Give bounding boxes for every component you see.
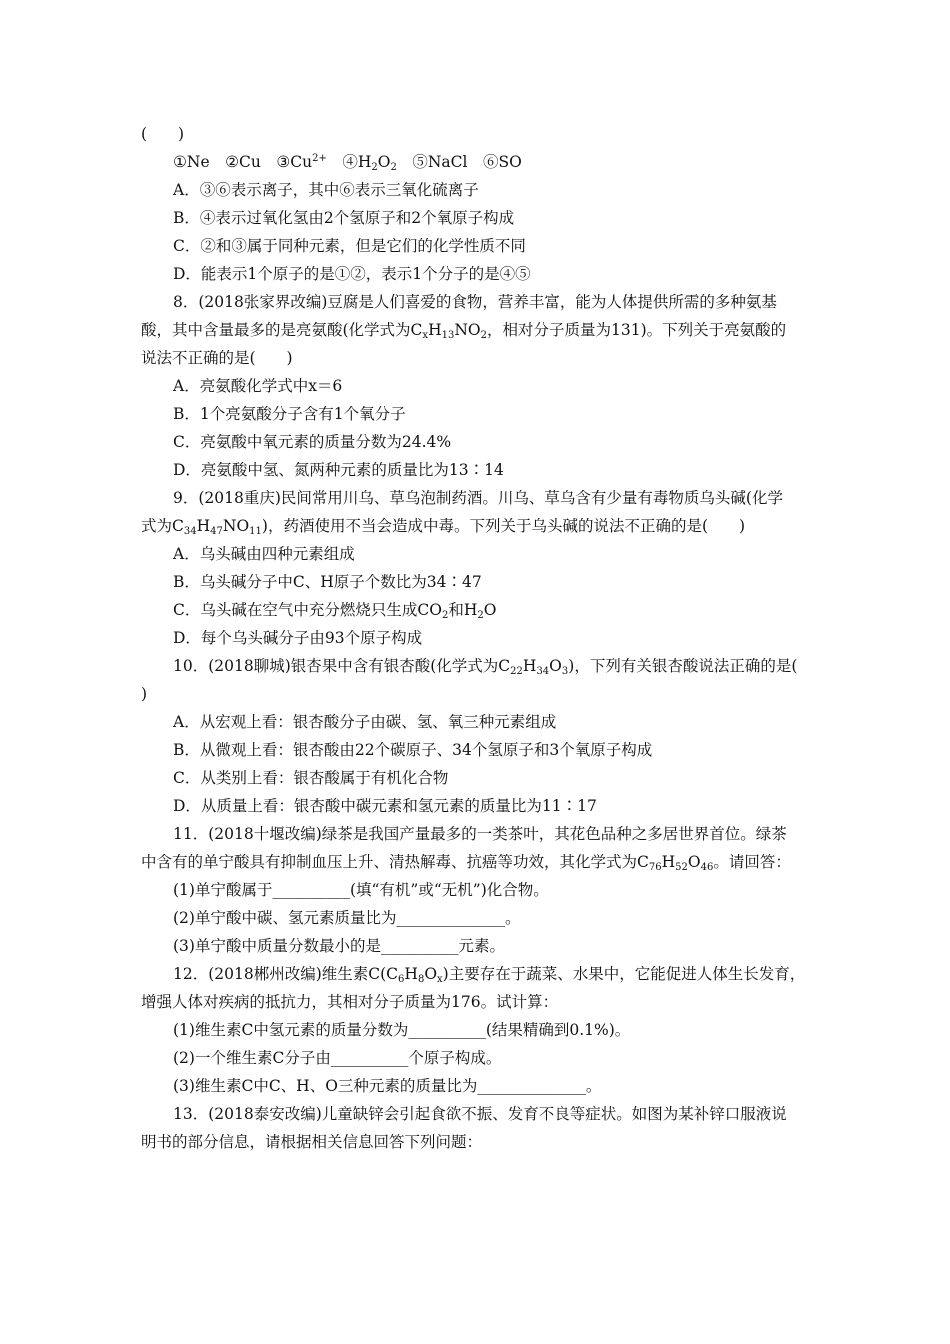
text-run: O	[483, 601, 497, 619]
text-line	[141, 148, 811, 176]
text-run: O	[549, 657, 562, 675]
text-run: H	[661, 853, 676, 871]
text-run: 说法不正确的是( )	[141, 349, 293, 367]
subscript: x	[422, 330, 429, 341]
subscript: 52	[675, 862, 688, 873]
text-run: 式为C	[141, 517, 184, 535]
text-line	[141, 1072, 811, 1100]
subscript: 2	[371, 162, 378, 173]
text-run: NO	[222, 517, 250, 535]
text-run: D．亮氨酸中氢、氮两种元素的质量比为13∶14	[173, 461, 504, 479]
text-line	[141, 204, 811, 232]
text-line	[141, 1100, 811, 1128]
text-line	[141, 596, 811, 624]
text-run: 13．(2018泰安改编)儿童缺锌会引起食欲不振、发育不良等症状。如图为某补锌口服液说	[173, 1105, 787, 1123]
text-line	[141, 428, 811, 456]
subscript: 13	[441, 330, 455, 341]
subscript: 8	[417, 974, 425, 985]
subscript: 6	[398, 974, 405, 985]
text-line	[141, 904, 811, 932]
text-line	[141, 736, 811, 764]
text-run: C．乌头碱在空气中充分燃烧只生成CO	[173, 601, 442, 619]
text-run: D．能表示1个原子的是①②，表示1个分子的是④⑤	[173, 265, 531, 283]
text-run: A．亮氨酸化学式中x＝6	[173, 377, 343, 395]
text-run: B．④表示过氧化氢由2个氢原子和2个氧原子构成	[173, 209, 515, 227]
text-line	[141, 568, 811, 596]
subscript: 34	[536, 666, 550, 677]
text-run: B．乌头碱分子中C、H原子个数比为34∶47	[173, 573, 482, 591]
text-run: 。请回答：	[713, 853, 791, 871]
text-line	[141, 820, 811, 848]
text-run: 酸，其中含量最多的是亮氨酸(化学式为C	[141, 321, 423, 339]
text-run: H	[522, 657, 537, 675]
text-run: 增强人体对疾病的抵抗力，其相对分子质量为176。试计算：	[141, 993, 559, 1011]
text-run: )，下列有关银杏酸说法正确的是(	[568, 657, 798, 675]
text-run: 12．(2018郴州改编)维生素C(C	[173, 965, 399, 983]
superscript: 2+	[312, 153, 327, 164]
text-run: (1)单宁酸属于__________(填“有机”或“无机”)化合物。	[173, 881, 549, 899]
subscript: 76	[648, 862, 662, 873]
text-run: 11．(2018十堰改编)绿茶是我国产量最多的一类茶叶，其花色品种之多居世界首位。绿茶	[173, 825, 787, 843]
text-run: H	[404, 965, 418, 983]
text-run: 10．(2018聊城)银杏果中含有银杏酸(化学式为C	[173, 657, 511, 675]
text-run: ④H	[326, 153, 372, 171]
text-run: 和H	[448, 601, 478, 619]
text-line	[141, 540, 811, 568]
text-run: (3)单宁酸中质量分数最小的是__________元素。	[173, 937, 505, 955]
text-run: H	[196, 517, 211, 535]
text-line	[141, 680, 811, 708]
text-line	[141, 1128, 811, 1156]
text-line	[141, 624, 811, 652]
text-run: B．1个亮氨酸分子含有1个氧分子	[173, 405, 406, 423]
text-run: ⑤NaCl ⑥SO	[396, 153, 522, 171]
text-line	[141, 876, 811, 904]
text-line	[141, 988, 811, 1016]
text-run: C．②和③属于同种元素，但是它们的化学性质不同	[173, 237, 526, 255]
text-line	[141, 1044, 811, 1072]
subscript: 11	[249, 526, 262, 537]
text-run: O	[424, 965, 438, 983]
subscript: x	[437, 974, 443, 985]
subscript: 2	[390, 162, 397, 173]
text-run: A．乌头碱由四种元素组成	[173, 545, 355, 563]
text-run: A．③⑥表示离子，其中⑥表示三氧化硫离子	[173, 181, 479, 199]
text-run: D．从质量上看：银杏酸中碳元素和氢元素的质量比为11∶17	[173, 797, 597, 815]
text-line	[141, 960, 811, 988]
text-run: ( )	[141, 125, 185, 143]
text-line	[141, 288, 811, 316]
text-line	[141, 372, 811, 400]
subscript: 2	[441, 610, 449, 621]
subscript: 22	[510, 666, 523, 677]
text-line	[141, 316, 811, 344]
text-run: H	[428, 321, 442, 339]
text-run: ，相对分子质量为131)。下列关于亮氨酸的	[486, 321, 787, 339]
text-run: A．从宏观上看：银杏酸分子由碳、氢、氧三种元素组成	[173, 713, 557, 731]
text-line	[141, 708, 811, 736]
text-run: C．从类别上看：银杏酸属于有机化合物	[173, 769, 449, 787]
text-run: C．亮氨酸中氧元素的质量分数为24.4%	[173, 433, 452, 451]
text-line	[141, 456, 811, 484]
text-line	[141, 120, 811, 148]
text-line	[141, 232, 811, 260]
text-run: 明书的部分信息，请根据相关信息回答下列问题：	[141, 1133, 483, 1151]
text-run: 中含有的单宁酸具有抑制血压上升、清热解毒、抗癌等功效，其化学式为C	[141, 853, 649, 871]
text-line	[141, 512, 811, 540]
subscript: 2	[477, 610, 484, 621]
subscript: 47	[210, 526, 223, 537]
text-run: (3)维生素C中C、H、O三种元素的质量比为______________。	[173, 1077, 602, 1095]
text-line	[141, 344, 811, 372]
subscript: 34	[183, 526, 197, 537]
subscript: 2	[480, 330, 487, 341]
text-run: NO	[454, 321, 481, 339]
text-run: 8．(2018张家界改编)豆腐是人们喜爱的食物，营养丰富，能为人体提供所需的多种氨基	[173, 293, 777, 311]
subscript: 46	[700, 862, 714, 873]
text-run: B．从微观上看：银杏酸由22个碳原子、34个氢原子和3个氧原子构成	[173, 741, 653, 759]
text-line	[141, 1016, 811, 1044]
text-line	[141, 484, 811, 512]
text-run: O	[687, 853, 701, 871]
text-run: )，药酒使用不当会造成中毒。下列关于乌头碱的说法不正确的是( )	[261, 517, 746, 535]
text-run: (1)维生素C中氢元素的质量分数为__________(结果精确到0.1%)。	[173, 1021, 631, 1039]
text-run: 9．(2018重庆)民间常用川乌、草乌泡制药酒。川乌、草乌含有少量有毒物质乌头碱(化学	[173, 489, 783, 507]
text-run: O	[377, 153, 391, 171]
text-run: (2)一个维生素C分子由__________个原子构成。	[173, 1049, 502, 1067]
subscript: 3	[561, 666, 569, 677]
text-line	[141, 932, 811, 960]
question-text-block	[141, 120, 811, 1156]
text-run: ①Ne ②Cu ③Cu	[173, 153, 313, 171]
text-line	[141, 764, 811, 792]
text-run: )	[141, 685, 148, 703]
text-run: D．每个乌头碱分子由93个原子构成	[173, 629, 423, 647]
text-line	[141, 848, 811, 876]
text-line	[141, 652, 811, 680]
text-line	[141, 400, 811, 428]
text-run: (2)单宁酸中碳、氢元素质量比为______________。	[173, 909, 521, 927]
text-run: )主要存在于蔬菜、水果中，它能促进人体生长发育，	[442, 965, 806, 983]
text-line	[141, 176, 811, 204]
text-line	[141, 792, 811, 820]
text-line	[141, 260, 811, 288]
